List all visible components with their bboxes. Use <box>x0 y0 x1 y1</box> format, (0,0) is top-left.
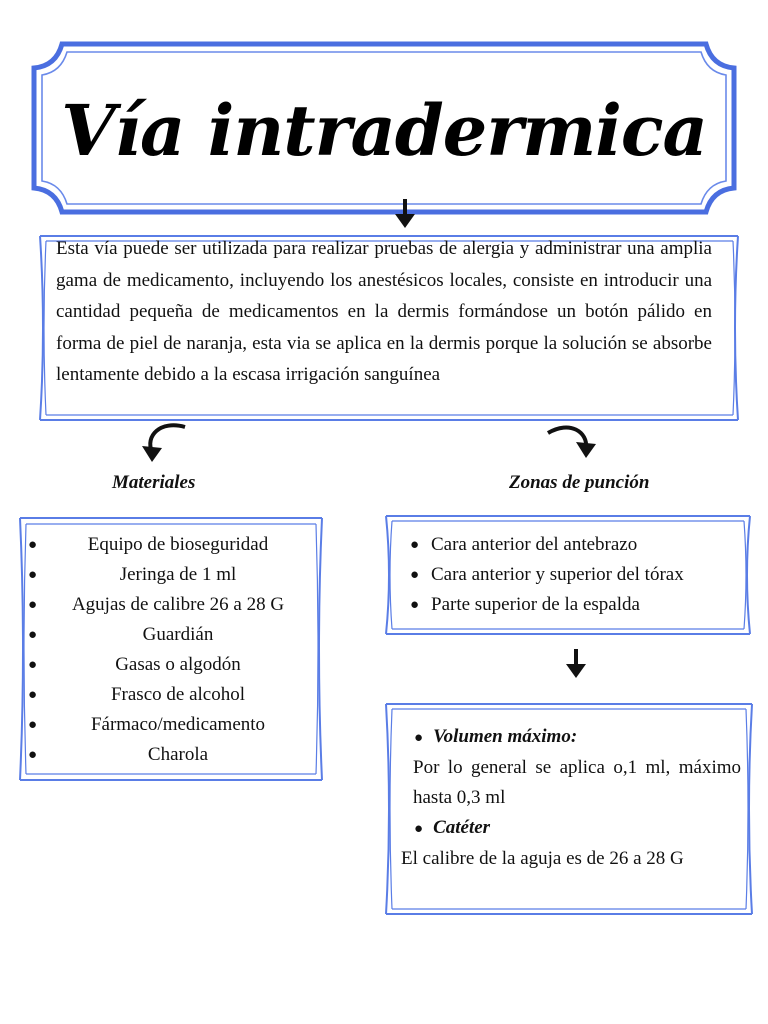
list-item <box>410 560 746 590</box>
list-item <box>28 740 310 770</box>
list-item <box>410 530 746 560</box>
list-item-label: Frasco de alcohol <box>110 684 245 705</box>
bullet-icon: ● <box>414 821 424 837</box>
bullet-icon: ● <box>28 537 38 553</box>
zonas-heading: Zonas de punción <box>509 472 650 493</box>
intro-paragraph: Esta vía puede ser utilizada para realizar pruebas de alergia y administrar una amplia gama de medicamento, incluyendo los anestésicos locales, consiste en introducir una cantidad pequeña de medicamentos en la dermis formándose un botón pálido en forma de piel de naranja, esta via se aplica en la dermis porque la solución se absorbe lentamente debido a la escasa irrigación sanguínea <box>56 238 712 385</box>
detalles-content <box>401 722 741 874</box>
volumen-text: Por lo general se aplica o,1 ml, máximo hasta 0,3 ml <box>413 757 741 808</box>
bullet-icon: ● <box>28 597 38 613</box>
cateter-heading-row <box>401 813 741 844</box>
list-item-label: Cara anterior y superior del tórax <box>431 564 684 585</box>
arrow-down-icon <box>395 199 415 228</box>
materiales-heading: Materiales <box>112 472 196 493</box>
page-title: Vía intradermica <box>61 88 707 172</box>
materiales-list <box>28 530 310 770</box>
list-item <box>28 710 310 740</box>
bullet-icon: ● <box>414 730 424 746</box>
bullet-icon: ● <box>28 657 38 673</box>
curved-arrow-right-icon <box>548 427 596 458</box>
list-item-label: Fármaco/medicamento <box>90 714 266 735</box>
cateter-heading: Catéter <box>433 817 491 838</box>
list-item <box>28 530 310 560</box>
list-item <box>28 620 310 650</box>
arrow-down-icon-2 <box>566 649 586 678</box>
list-item <box>28 590 310 620</box>
cateter-text: El calibre de la aguja es de 26 a 28 G <box>401 848 684 869</box>
bullet-icon: ● <box>28 567 38 583</box>
bullet-icon: ● <box>28 747 38 763</box>
bullet-icon: ● <box>28 717 38 733</box>
list-item-label: Jeringa de 1 ml <box>119 564 237 585</box>
bullet-icon: ● <box>28 627 38 643</box>
bullet-icon: ● <box>410 597 420 613</box>
list-item-label: Parte superior de la espalda <box>431 594 640 615</box>
volumen-heading: Volumen máximo: <box>433 726 578 747</box>
zonas-list <box>410 530 746 620</box>
list-item <box>410 590 746 620</box>
list-item-label: Equipo de bioseguridad <box>87 534 269 555</box>
list-item-label: Cara anterior del antebrazo <box>431 534 638 555</box>
bullet-icon: ● <box>410 537 420 553</box>
bullet-icon: ● <box>410 567 420 583</box>
bullet-icon: ● <box>28 687 38 703</box>
list-item-label: Charola <box>147 744 209 765</box>
volumen-heading-row <box>401 722 741 753</box>
list-item <box>28 680 310 710</box>
list-item-label: Guardián <box>142 624 214 645</box>
list-item-label: Gasas o algodón <box>115 654 241 675</box>
list-item <box>28 560 310 590</box>
curved-arrow-left-icon <box>142 425 185 462</box>
list-item <box>28 650 310 680</box>
list-item-label: Agujas de calibre 26 a 28 G <box>71 594 285 615</box>
